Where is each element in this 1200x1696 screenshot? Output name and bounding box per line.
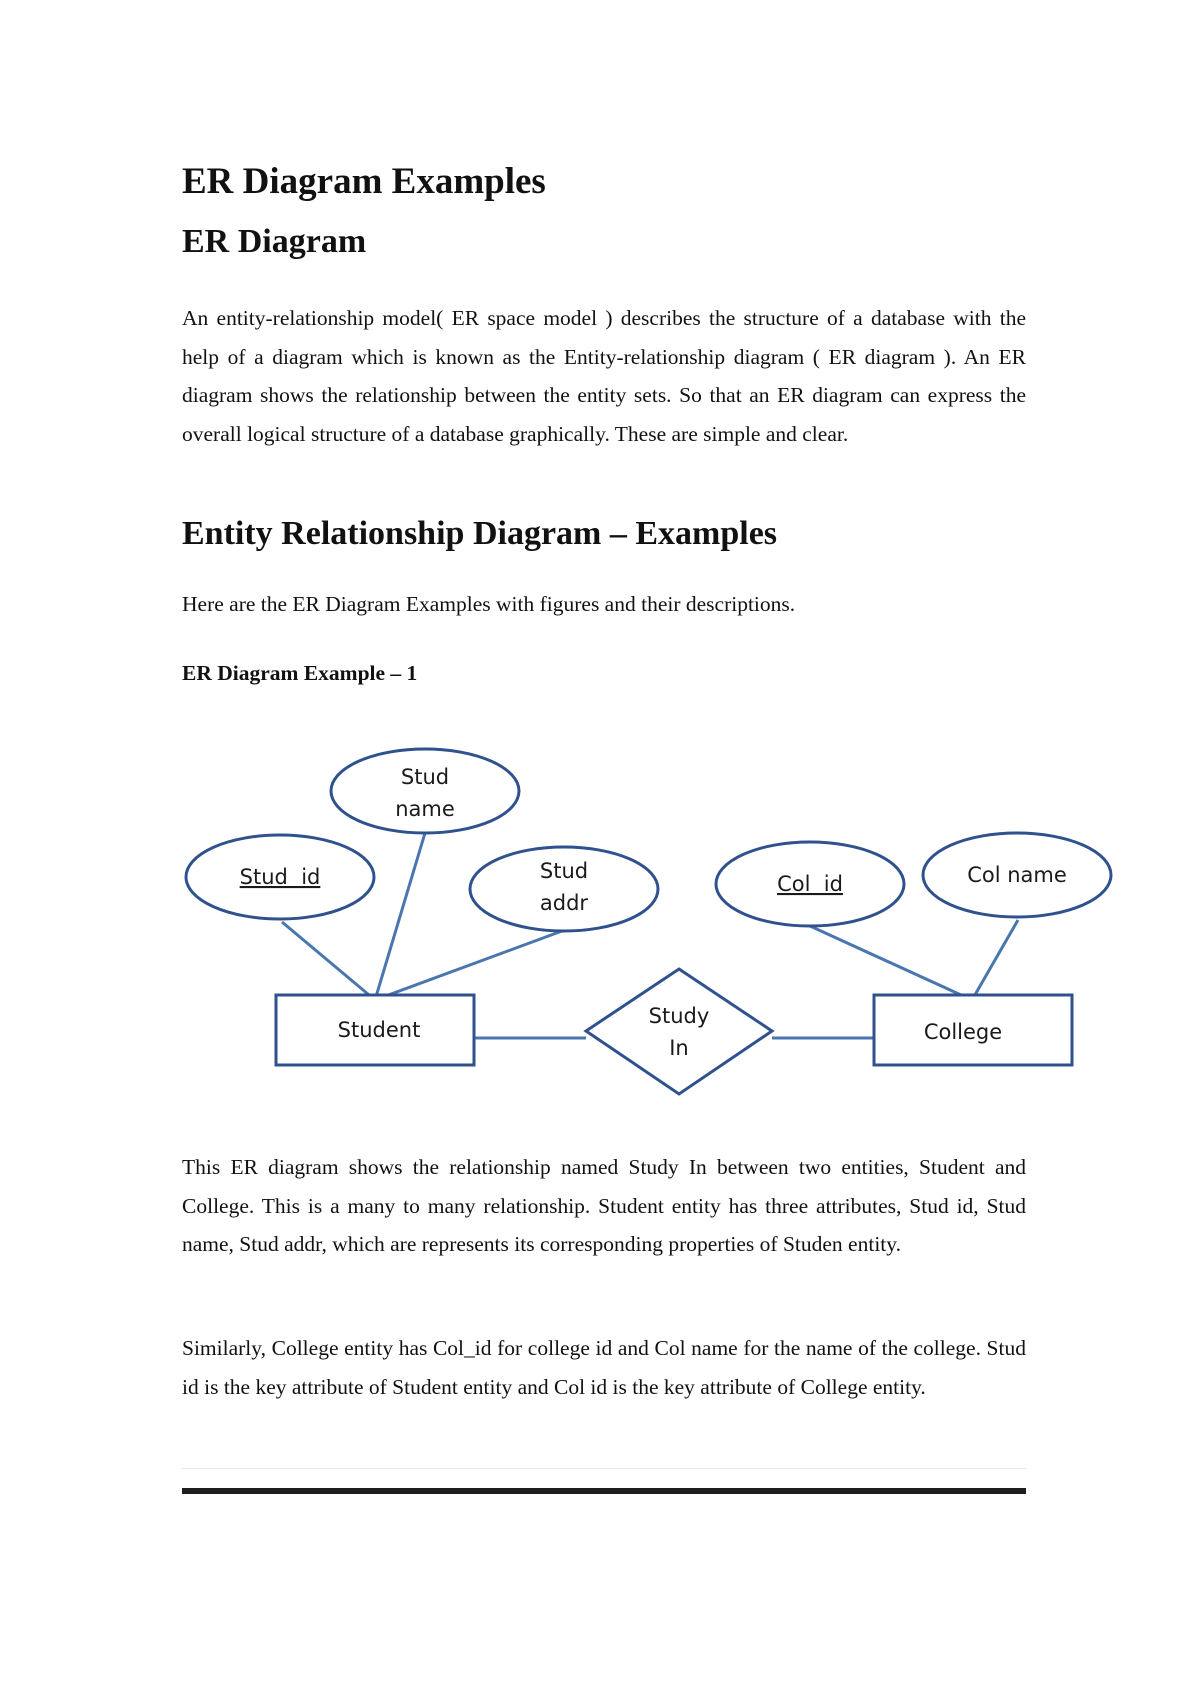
divider-light [182,1468,1026,1469]
attribute-col-id-label: Col id [777,872,843,896]
connector-colid-college [810,926,972,1000]
attribute-stud-addr-label-2: addr [539,891,589,915]
example-1-heading: ER Diagram Example – 1 [182,661,418,685]
intro-paragraph: An entity-relationship model( ER space model ) describes the structure of a database with the help of a diagram which is known as the Entity-relationship diagram ( ER diagram ). An ER diagram shows the relationship between the entity sets. So that an ER diagram can express the overall logical structure of a database graphically. These are simple and clear. [182,306,1026,446]
relationship-label-1: Study [648,1004,710,1028]
attribute-stud-addr-label-1: Stud [539,859,589,883]
document-title: ER Diagram Examples [182,161,546,202]
relationship-study-in-diamond [586,969,772,1094]
example-1-description: This ER diagram shows the relationship named Study In between two entities, Student and College. This is a many to many relationship. Student entity has three attributes, Stud id, Stud name, Stud addr, which are represents its corresponding properties of Studen entity. [182,1155,1026,1256]
divider-dark [182,1488,1026,1494]
attribute-stud-id-label: Stud id [239,865,321,889]
attribute-stud-name-label-1: Stud [400,765,450,789]
attribute-stud-name-label-2: name [395,797,455,821]
section-heading-er-diagram: ER Diagram [182,223,367,260]
connector-colname-college [972,920,1018,1000]
connector-studname-student [375,833,425,1000]
relationship-label-2: In [669,1036,689,1060]
section-heading-examples: Entity Relationship Diagram – Examples [182,515,778,552]
example-1-description-2: Similarly, College entity has Col_id for college id and Col name for the name of the college. Stud id is the key attribute of Student entity and Col id is the key attribute of College entity. [182,1336,1026,1399]
examples-lead-paragraph: Here are the ER Diagram Examples with figures and their descriptions. [182,592,796,616]
entity-student-label: Student [337,1018,421,1042]
connector-studaddr-student [375,931,562,1000]
connector-studid-student [282,922,375,1000]
attribute-col-name-label: Col name [967,863,1067,887]
entity-college-label: College [923,1020,1003,1044]
